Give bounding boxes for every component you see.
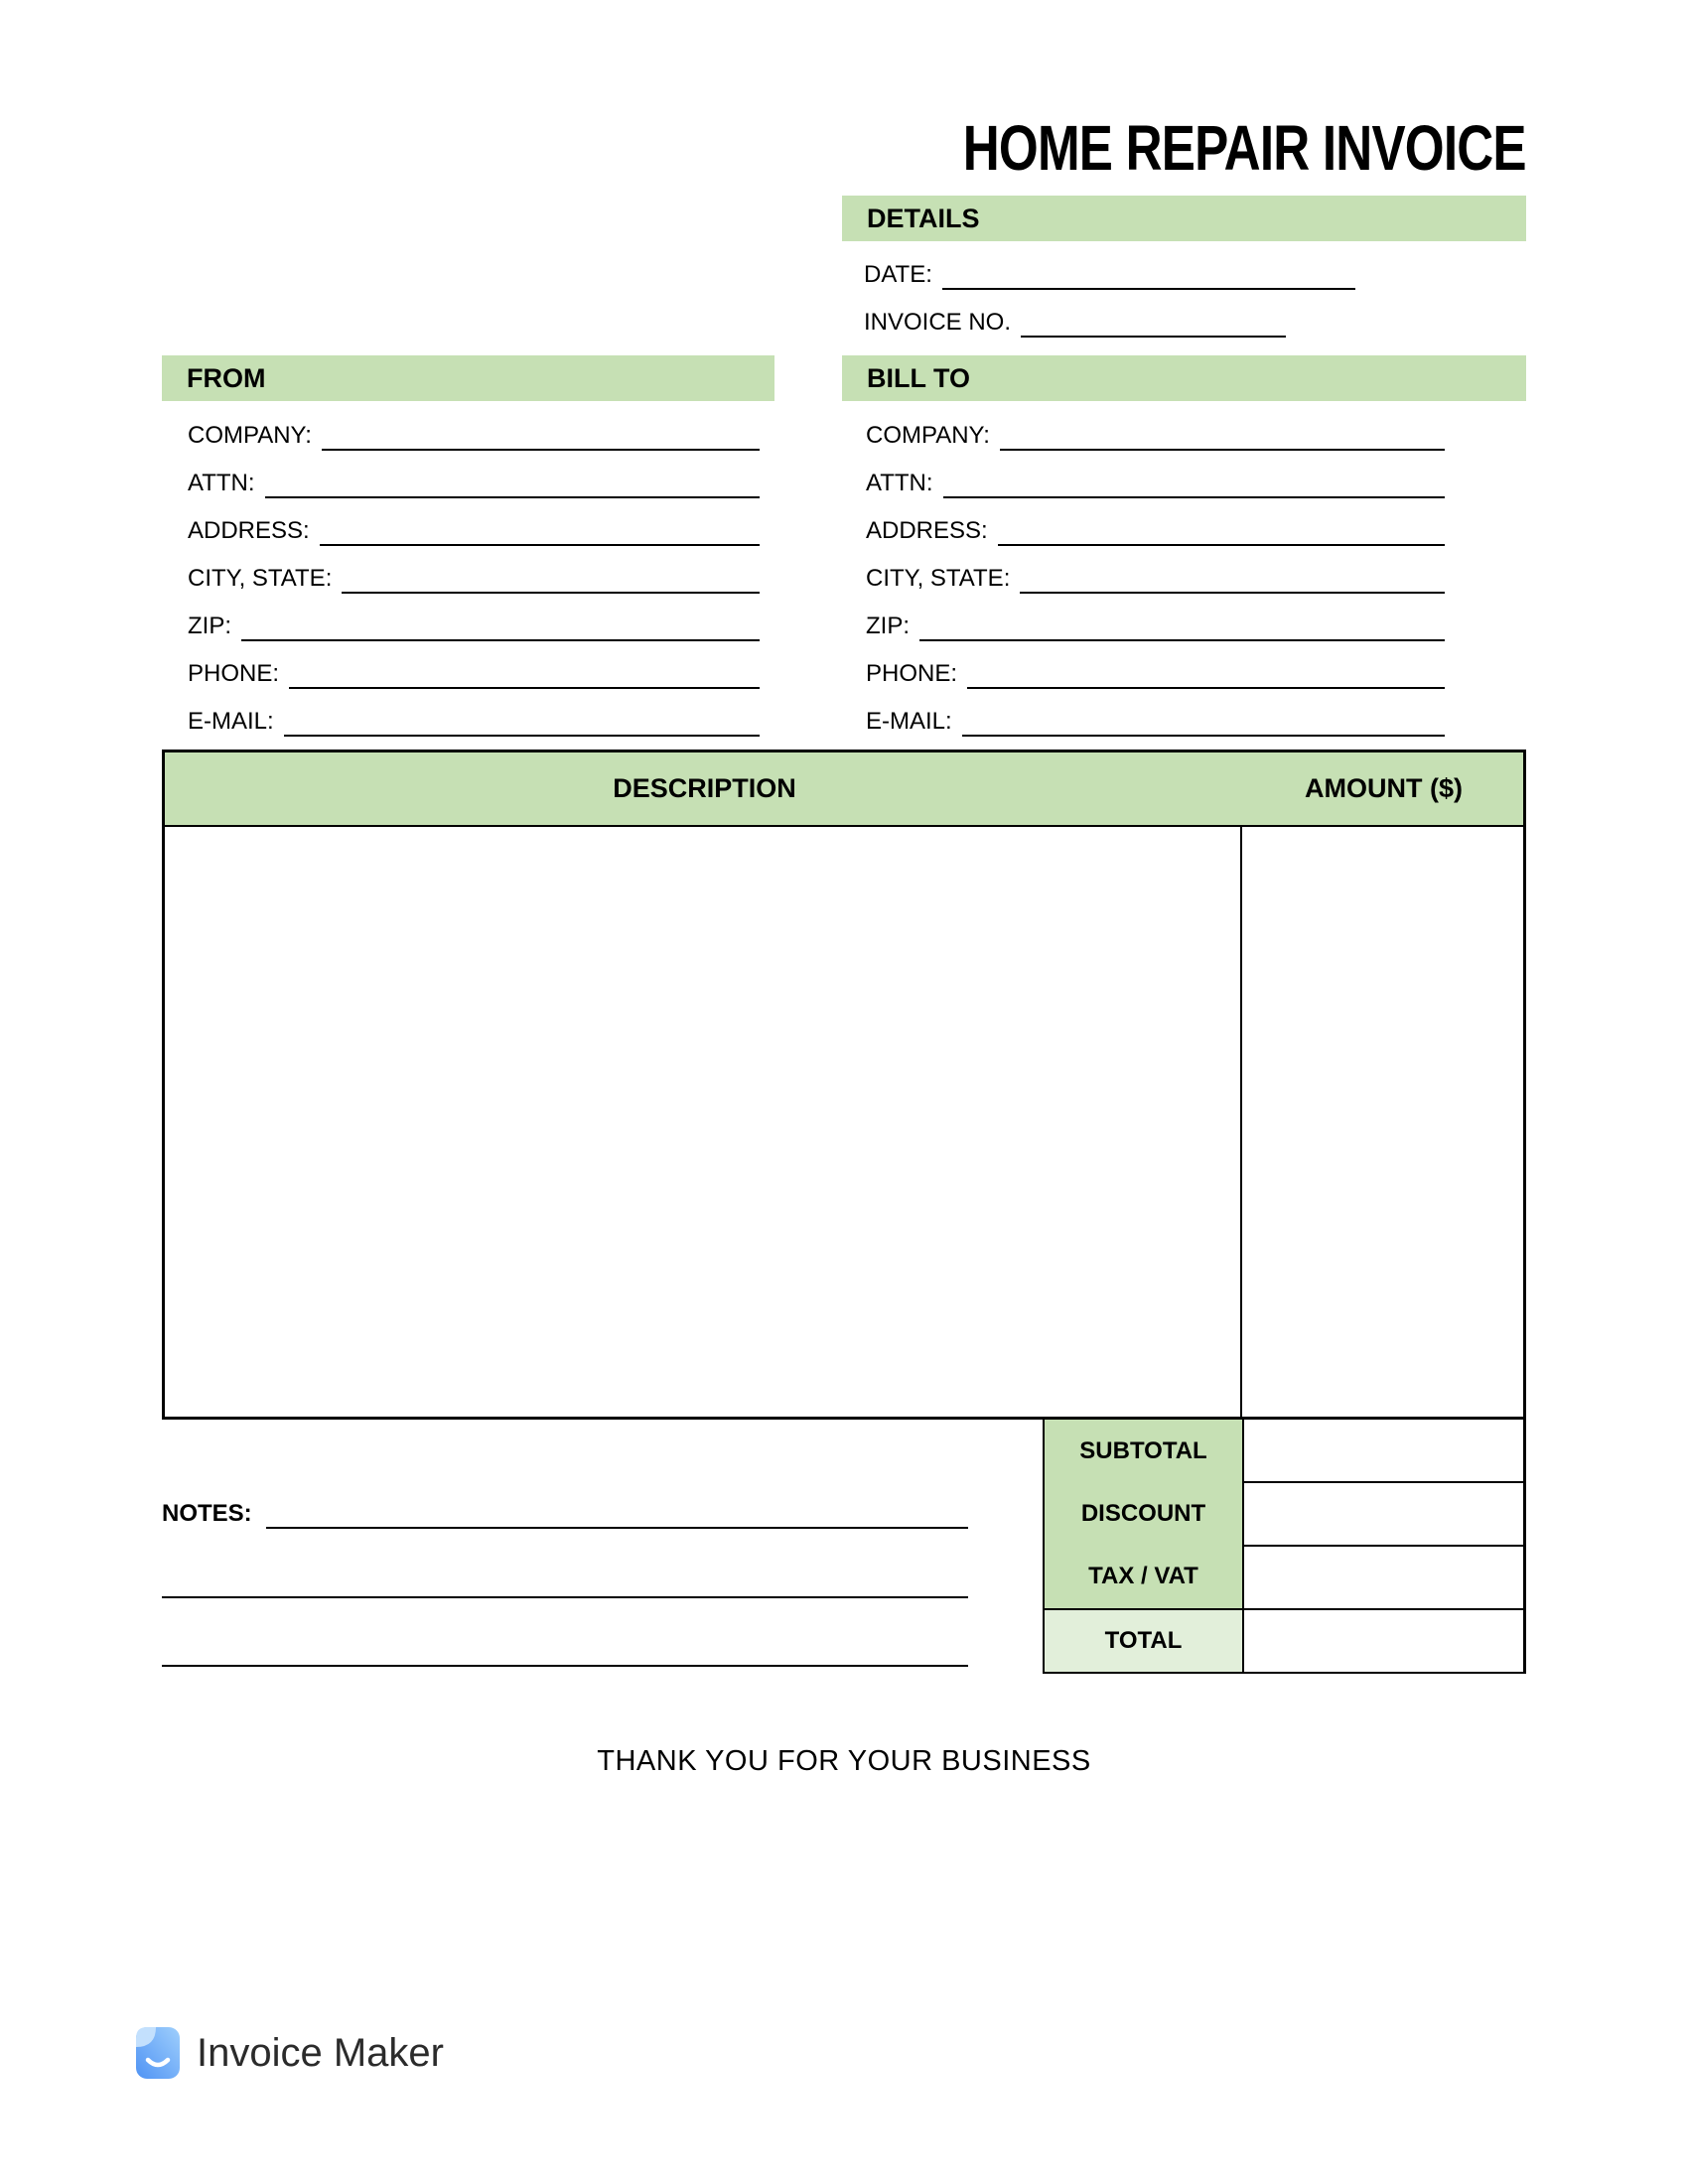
from-zip-row	[188, 594, 760, 641]
bill-to-company-row	[866, 403, 1445, 451]
notes-input-line-2[interactable]	[162, 1596, 968, 1598]
bill-to-header-label: BILL TO	[867, 362, 971, 393]
total-label: TOTAL	[1043, 1610, 1242, 1674]
bill-to-city-state-row	[866, 546, 1445, 594]
bill-to-zip-row	[866, 594, 1445, 641]
from-address-label: ADDRESS:	[188, 517, 310, 544]
items-table	[162, 750, 1526, 1420]
bill-to-fields	[866, 403, 1445, 737]
summary-labels-block	[1043, 1420, 1242, 1610]
date-label: DATE:	[864, 261, 932, 288]
bill-to-email-input-line[interactable]	[962, 735, 1445, 737]
discount-label: DISCOUNT	[1080, 1499, 1206, 1527]
invoice-no-input-line[interactable]	[1021, 336, 1286, 338]
date-input-line[interactable]	[942, 288, 1355, 290]
subtotal-amount-cell[interactable]	[1244, 1420, 1523, 1483]
from-header-label: FROM	[187, 362, 266, 393]
bill-to-address-label: ADDRESS:	[866, 517, 988, 544]
notes-input-line-1[interactable]	[266, 1527, 968, 1529]
from-city-state-row	[188, 546, 760, 594]
invoice-no-label: INVOICE NO.	[864, 309, 1012, 336]
tax-vat-label: TAX / VAT	[1088, 1563, 1198, 1590]
details-header-label: DETAILS	[867, 203, 980, 233]
bill-to-city-state-label: CITY, STATE:	[866, 565, 1011, 592]
brand-name: Invoice Maker	[197, 2030, 444, 2075]
from-email-label: E-MAIL:	[188, 708, 274, 735]
from-phone-row	[188, 641, 760, 689]
details-section-header	[842, 196, 1526, 241]
from-section-header	[162, 355, 774, 401]
bill-to-attn-row	[866, 451, 1445, 498]
description-entry-area[interactable]	[165, 827, 1242, 1417]
bill-to-phone-label: PHONE:	[866, 660, 958, 687]
brand-logo-icon	[136, 2027, 180, 2079]
tax-vat-amount-cell[interactable]	[1244, 1547, 1523, 1610]
bill-to-email-label: E-MAIL:	[866, 708, 952, 735]
bill-to-section-header	[842, 355, 1526, 401]
summary-amounts-block	[1242, 1420, 1526, 1674]
notes-row	[162, 1487, 968, 1529]
amount-entry-area[interactable]	[1242, 827, 1523, 1417]
bill-to-zip-label: ZIP:	[866, 613, 911, 639]
total-amount-cell[interactable]	[1244, 1610, 1523, 1674]
amount-column-header: AMOUNT ($)	[1305, 773, 1463, 803]
invoice-no-field-row	[864, 294, 1286, 338]
from-email-input-line[interactable]	[284, 735, 760, 737]
notes-label: NOTES:	[162, 1500, 252, 1527]
from-phone-label: PHONE:	[188, 660, 280, 687]
from-city-state-label: CITY, STATE:	[188, 565, 333, 592]
bill-to-company-label: COMPANY:	[866, 422, 990, 449]
notes-input-line-3[interactable]	[162, 1665, 968, 1667]
bill-to-phone-row	[866, 641, 1445, 689]
description-column-header: DESCRIPTION	[613, 773, 796, 803]
from-fields	[188, 403, 760, 737]
bill-to-email-row	[866, 689, 1445, 737]
discount-amount-cell[interactable]	[1244, 1483, 1523, 1547]
subtotal-label: SUBTOTAL	[1079, 1436, 1207, 1464]
from-attn-label: ATTN:	[188, 470, 255, 496]
thank-you-message: THANK YOU FOR YOUR BUSINESS	[597, 1745, 1091, 1777]
items-table-header	[165, 752, 1523, 827]
from-email-row	[188, 689, 760, 737]
from-address-row	[188, 498, 760, 546]
from-zip-label: ZIP:	[188, 613, 232, 639]
from-company-row	[188, 403, 760, 451]
items-table-body	[165, 827, 1523, 1417]
brand-logo	[136, 2027, 444, 2079]
from-company-label: COMPANY:	[188, 422, 312, 449]
page-title: HOME REPAIR INVOICE	[962, 112, 1526, 184]
from-attn-row	[188, 451, 760, 498]
date-field-row	[864, 246, 1355, 290]
bill-to-attn-label: ATTN:	[866, 470, 933, 496]
bill-to-address-row	[866, 498, 1445, 546]
